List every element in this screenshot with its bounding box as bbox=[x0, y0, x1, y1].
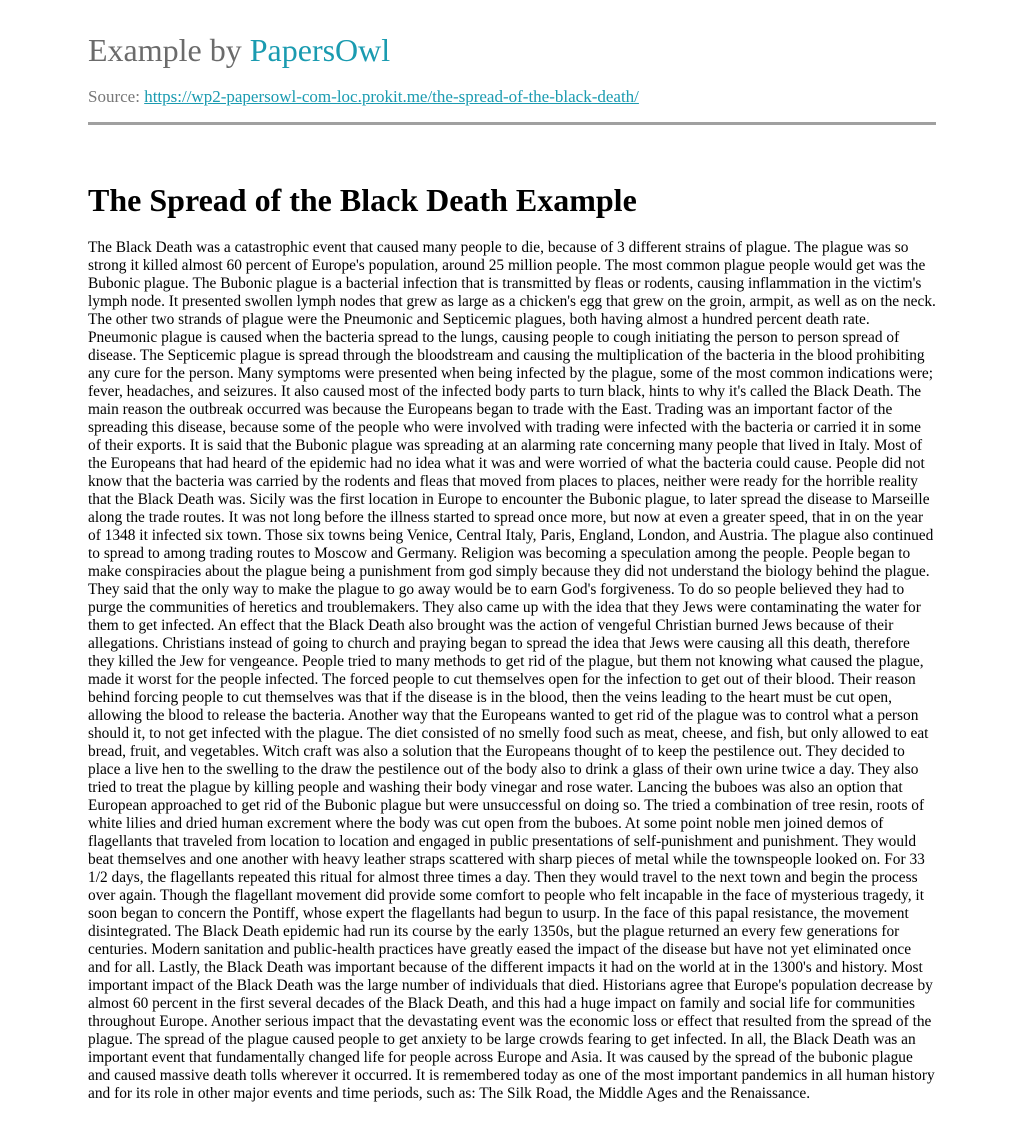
brand-name[interactable]: PapersOwl bbox=[249, 32, 391, 68]
source-line bbox=[88, 86, 936, 108]
page-title: The Spread of the Black Death Example bbox=[88, 182, 637, 218]
article-body: The Black Death was a catastrophic event that caused many people to die, because of 3 different strains of plague. The plague was so strong it killed almost 60 percent of Europe's population, around 25 million people. The most common plague people would get was the Bubonic plague. The Bubonic plague is a bacterial infection that is transmitted by fleas or rodents, causing inflammation in the victim's lymph node. It presented swollen lymph nodes that grew as large as a chicken's egg that grew on the groin, armpit, as well as on the neck. The other two strands of plague were the Pneumonic and Septicemic plagues, both having almost a hundred percent death rate. Pneumonic plague is caused when the bacteria spread to the lungs, causing people to cough initiating the person to person spread of disease. The Septicemic plague is spread through the bloodstream and causing the multiplication of the bacteria in the blood prohibiting any cure for the person. Many symptoms were presented when being infected by the plague, some of the most common indications were; fever, headaches, and seizures. It also caused most of the infected body parts to turn black, hints to why it's called the Black Death. The main reason the outbreak occurred was because the Europeans began to trade with the East. Trading was an important factor of the spreading this disease, because some of the people who were involved with trading were infected with the bacteria or carried it in some of their exports. It is said that the Bubonic plague was spreading at an alarming rate concerning many people that lived in Italy. Most of the Europeans that had heard of the epidemic had no idea what it was and were worried of what the bacteria could cause. People did not know that the bacteria was carried by the rodents and fleas that moved from places to places, neither were ready for the horrible reality that the Black Death was. Sicily was the first location in Europe to encounter the Bubonic plague, to later spread the disease to Marseille along the trade routes. It was not long before the illness started to spread once more, but now at even a greater speed, that in on the year of 1348 it infected six town. Those six towns being Venice, Central Italy, Paris, England, London, and Austria. The plague also continued to spread to among trading routes to Moscow and Germany. Religion was becoming a speculation among the people. People began to make conspiracies about the plague being a punishment from god simply because they did not understand the biology behind the plague. They said that the only way to make the plague to go away would be to earn God's forgiveness. To do so people believed they had to purge the communities of heretics and troublemakers. They also came up with the idea that they Jews were contaminating the water for them to get infected. An effect that the Black Death also brought was the action of vengeful Christian burned Jews because of their allegations. Christians instead of going to church and praying began to spread the idea that Jews were causing all this death, therefore they killed the Jew for vengeance. People tried to many methods to get rid of the plague, but them not knowing what caused the plague, made it worst for the people infected. The forced people to cut themselves open for the infection to get out of their blood. Their reason behind forcing people to cut themselves was that if the disease is in the blood, then the veins leading to the heart must be cut open, allowing the blood to release the bacteria. Another way that the Europeans wanted to get rid of the plague was to control what a person should it, to not get infected with the plague. The diet consisted of no smelly food such as meat, cheese, and fish, but only allowed to eat bread, fruit, and vegetables. Witch craft was also a solution that the Europeans thought of to keep the pestilence out. They decided to place a live hen to the swelling to the draw the pestilence out of the body also to drink a glass of their own urine twice a day. They also tried to treat the plague by killing people and washing their body vinegar and rose water. Lancing the buboes was also an option that European approached to get rid of the Bubonic plague but were unsuccessful on doing so. The tried a combination of tree resin, roots of white lilies and dried human excrement where the body was cut open from the buboes. At some point noble men joined demos of flagellants that traveled from location to location and engaged in public presentations of self-punishment and punishment. They would beat themselves and one another with heavy leather straps scattered with sharp pieces of metal while the townspeople looked on. For 33 1/2 days, the flagellants repeated this ritual for almost three times a day. Then they would travel to the next town and begin the process over again. Though the flagellant movement did provide some comfort to people who felt incapable in the face of mysterious tragedy, it soon began to concern the Pontiff, whose expert the flagellants had begun to usurp. In the face of this papal resistance, the movement disintegrated. The Black Death epidemic had run its course by the early 1350s, but the plague returned an every few generations for centuries. Modern sanitation and public-health practices have greatly eased the impact of the disease but have not yet eliminated once and for all. Lastly, the Black Death was important because of the different impacts it had on the world at in the 1300's and history. Most important impact of the Black Death was the large number of individuals that died. Historians agree that Europe's population decrease by almost 60 percent in the first several decades of the Black Death, and this had a huge impact on family and social life for communities throughout Europe. Another serious impact that the devastating event was the economic loss or effect that resulted from the spread of the plague. The spread of the plague caused people to get anxiety to be large crowds fearing to get infected. In all, the Black Death was an important event that fundamentally changed life for people across Europe and Asia. It was caused by the spread of the bubonic plague and caused massive death tolls wherever it occurred. It is remembered today as one of the most important pandemics in all human history and for its role in other major events and time periods, such as: The Silk Road, the Middle Ages and the Renaissance. bbox=[88, 239, 936, 1102]
page-header bbox=[88, 30, 936, 108]
source-label: Source: bbox=[88, 87, 145, 106]
brand-line bbox=[88, 30, 936, 70]
brand-prefix: Example by bbox=[88, 32, 250, 68]
source-link[interactable]: https://wp2-papersowl-com-loc.prokit.me/the-spread-of-the-black-death/ bbox=[144, 87, 639, 106]
header-divider bbox=[88, 122, 936, 125]
